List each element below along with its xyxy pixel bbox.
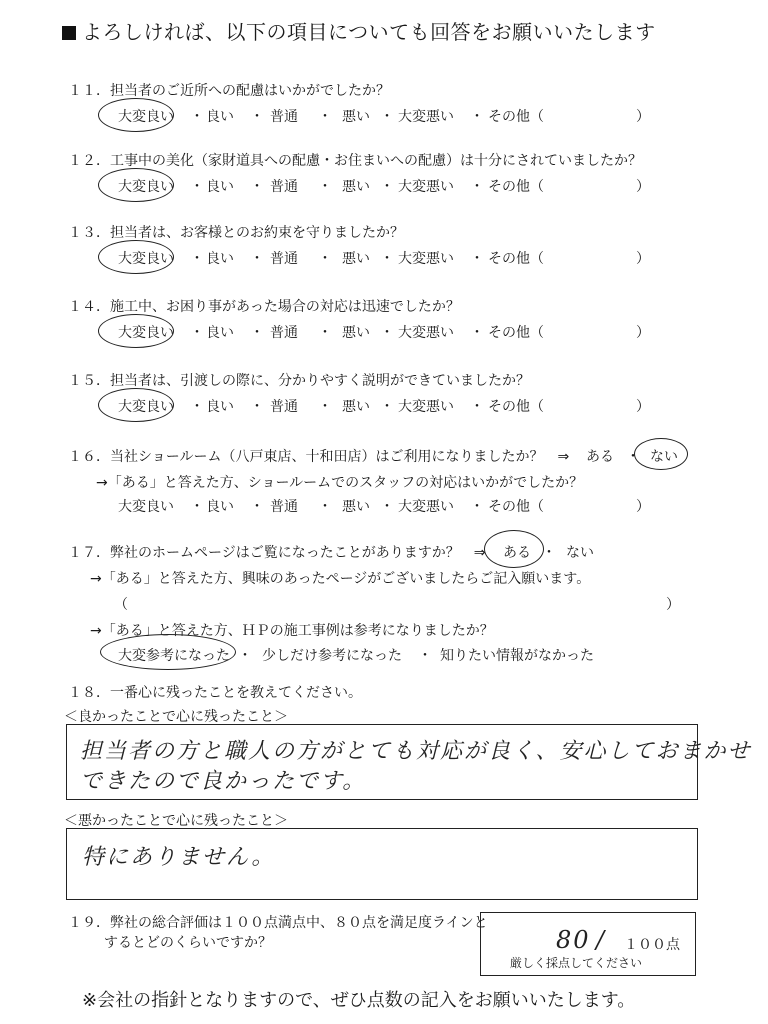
option-separator: ・: [318, 399, 332, 415]
option-very-good[interactable]: 大変良い: [118, 325, 174, 341]
q17-separator: ・: [238, 648, 252, 664]
bad-heading: ＜悪かったことで心に残ったこと＞: [64, 813, 288, 829]
option-bad[interactable]: 悪い: [342, 399, 370, 415]
q17-option-selection-circle: [100, 634, 236, 670]
selection-circle: [98, 388, 174, 422]
q16-followup: →「ある」と答えた方、ショールームでのスタッフの対応はいかがでしたか？: [96, 475, 584, 491]
q17-separator: ・: [542, 545, 556, 561]
question-12-options: [118, 176, 678, 196]
option-very-bad[interactable]: 大変悪い: [398, 179, 454, 195]
selection-circle: [98, 98, 174, 132]
option-very-good[interactable]: 大変良い: [118, 179, 174, 195]
option-separator: ・: [190, 325, 204, 341]
option-separator: ・: [380, 109, 394, 125]
question-13-label: １３．担当者は、お客様とのお約束を守りましたか？: [68, 225, 404, 241]
question-15-options: [118, 396, 678, 416]
q17-option-not-found[interactable]: 知りたい情報がなかった: [440, 648, 594, 664]
option-bad[interactable]: 悪い: [342, 179, 370, 195]
option-separator: ・: [250, 109, 264, 125]
option-bad[interactable]: 悪い: [342, 325, 370, 341]
q17-separator: ・: [418, 648, 432, 664]
question-12-label: １２．工事中の美化（家財道具への配慮・お住まいへの配慮）は十分にされていましたか？: [68, 153, 642, 169]
option-separator: ・: [380, 399, 394, 415]
option-other[interactable]: その他（: [488, 399, 544, 415]
question-15-label: １５．担当者は、引渡しの際に、分かりやすく説明ができていましたか？: [68, 373, 530, 389]
option-separator: ・: [250, 399, 264, 415]
option-separator: ・: [318, 109, 332, 125]
option-good[interactable]: 良い: [206, 325, 234, 341]
question-14-label: １４．施工中、お困り事があった場合の対応は迅速でしたか？: [68, 299, 460, 315]
option-good[interactable]: 良い: [206, 399, 234, 415]
option-normal[interactable]: 普通: [270, 325, 298, 341]
question-13-options: [118, 248, 678, 268]
option-close-paren: ）: [636, 399, 650, 415]
option-separator: ・: [190, 399, 204, 415]
selection-circle: [98, 314, 174, 348]
q17-followup-1: →「ある」と答えた方、興味のあったページがございましたらご記入願います。: [90, 571, 591, 587]
option-other[interactable]: その他（: [488, 179, 544, 195]
q16-separator: ・: [626, 449, 640, 465]
option-separator: ・: [190, 251, 204, 267]
score-slash: /: [596, 926, 607, 954]
option-normal[interactable]: 普通: [270, 179, 298, 195]
selection-circle: [98, 168, 174, 202]
q17-yes-option[interactable]: ある: [503, 545, 531, 561]
option-very-good[interactable]: 大変良い: [118, 251, 174, 267]
option-good[interactable]: 良い: [206, 499, 234, 515]
q16-label: １６．当社ショールーム（八戸東店、十和田店）はご利用になりましたか？ ⇒: [68, 449, 570, 465]
option-very-good[interactable]: 大変良い: [118, 109, 174, 125]
q17-paren-close: ）: [666, 597, 680, 613]
question-14-options: [118, 322, 678, 342]
question-11-label: １１．担当者のご近所への配慮はいかがでしたか？: [68, 83, 390, 99]
option-separator: ・: [190, 179, 204, 195]
bad-comment-line-1: 特にありません。: [82, 845, 276, 870]
option-other[interactable]: その他（: [488, 251, 544, 267]
option-separator: ・: [380, 179, 394, 195]
option-separator: ・: [318, 325, 332, 341]
option-separator: ・: [470, 399, 484, 415]
option-separator: ・: [470, 179, 484, 195]
option-separator: ・: [190, 109, 204, 125]
q16-selection-circle: [634, 438, 688, 470]
option-very-bad[interactable]: 大変悪い: [398, 251, 454, 267]
option-separator: ・: [250, 251, 264, 267]
selection-circle: [98, 240, 174, 274]
q17-followup-2: →「ある」と答えた方、ＨＰの施工事例は参考になりましたか？: [90, 623, 494, 639]
option-separator: ・: [318, 251, 332, 267]
q16-yes-option[interactable]: ある: [586, 449, 614, 465]
option-close-paren: ）: [636, 109, 650, 125]
q16-no-option[interactable]: ない: [650, 449, 678, 465]
option-very-bad[interactable]: 大変悪い: [398, 399, 454, 415]
option-normal[interactable]: 普通: [270, 499, 298, 515]
option-normal[interactable]: 普通: [270, 109, 298, 125]
score-max: １００点: [624, 937, 680, 953]
option-separator: ・: [470, 109, 484, 125]
q19-label-2: するとどのくらいですか？: [104, 935, 272, 951]
good-heading: ＜良かったことで心に残ったこと＞: [64, 709, 288, 725]
option-close-paren: ）: [636, 325, 650, 341]
option-close-paren: ）: [636, 251, 650, 267]
option-bad[interactable]: 悪い: [342, 251, 370, 267]
option-very-good[interactable]: 大変良い: [118, 399, 174, 415]
option-separator: ・: [250, 179, 264, 195]
question-11-options: [118, 106, 678, 126]
option-other[interactable]: その他（: [488, 499, 544, 515]
option-separator: ・: [380, 251, 394, 267]
q17-paren-open: （: [114, 597, 128, 613]
option-normal[interactable]: 普通: [270, 251, 298, 267]
option-good[interactable]: 良い: [206, 251, 234, 267]
q19-label-1: １９．弊社の総合評価は１００点満点中、８０点を満足度ラインと: [68, 915, 488, 931]
option-very-bad[interactable]: 大変悪い: [398, 499, 454, 515]
option-separator: ・: [250, 499, 264, 515]
option-very-good[interactable]: 大変良い: [118, 499, 174, 515]
q17-label: １７．弊社のホームページはご覧になったことがありますか？ ⇒: [68, 545, 486, 561]
option-very-bad[interactable]: 大変悪い: [398, 109, 454, 125]
option-good[interactable]: 良い: [206, 179, 234, 195]
option-bad[interactable]: 悪い: [342, 109, 370, 125]
option-separator: ・: [318, 179, 332, 195]
option-other[interactable]: その他（: [488, 109, 544, 125]
option-separator: ・: [190, 499, 204, 515]
q17-option-very-helpful[interactable]: 大変参考になった: [118, 648, 230, 664]
option-separator: ・: [380, 499, 394, 515]
option-very-bad[interactable]: 大変悪い: [398, 325, 454, 341]
option-good[interactable]: 良い: [206, 109, 234, 125]
option-bad[interactable]: 悪い: [342, 499, 370, 515]
option-separator: ・: [250, 325, 264, 341]
square-bullet-icon: [62, 26, 76, 40]
option-separator: ・: [470, 251, 484, 267]
q17-selection-circle: [484, 530, 544, 568]
option-close-paren: ）: [636, 499, 650, 515]
q18-label: １８．一番心に残ったことを教えてください。: [68, 685, 362, 701]
option-separator: ・: [470, 325, 484, 341]
q16-rating-options: [118, 496, 678, 516]
option-separator: ・: [318, 499, 332, 515]
footer-note: ※会社の指針となりますので、ぜひ点数の記入をお願いいたします。: [82, 990, 636, 1011]
option-separator: ・: [470, 499, 484, 515]
page-title: よろしければ、以下の項目についても回答をお願いいたします: [62, 16, 656, 45]
q17-option-slightly-helpful[interactable]: 少しだけ参考になった: [262, 648, 402, 664]
option-separator: ・: [380, 325, 394, 341]
score-value: 80: [556, 926, 591, 954]
q17-no-option[interactable]: ない: [566, 545, 594, 561]
score-note: 厳しく採点してください: [510, 956, 643, 970]
option-other[interactable]: その他（: [488, 325, 544, 341]
good-comment-line-2: できたので良かったです。: [80, 769, 367, 794]
option-close-paren: ）: [636, 179, 650, 195]
option-normal[interactable]: 普通: [270, 399, 298, 415]
good-comment-line-1: 担当者の方と職人の方がとても対応が良く、安心しておまかせ: [80, 739, 752, 764]
